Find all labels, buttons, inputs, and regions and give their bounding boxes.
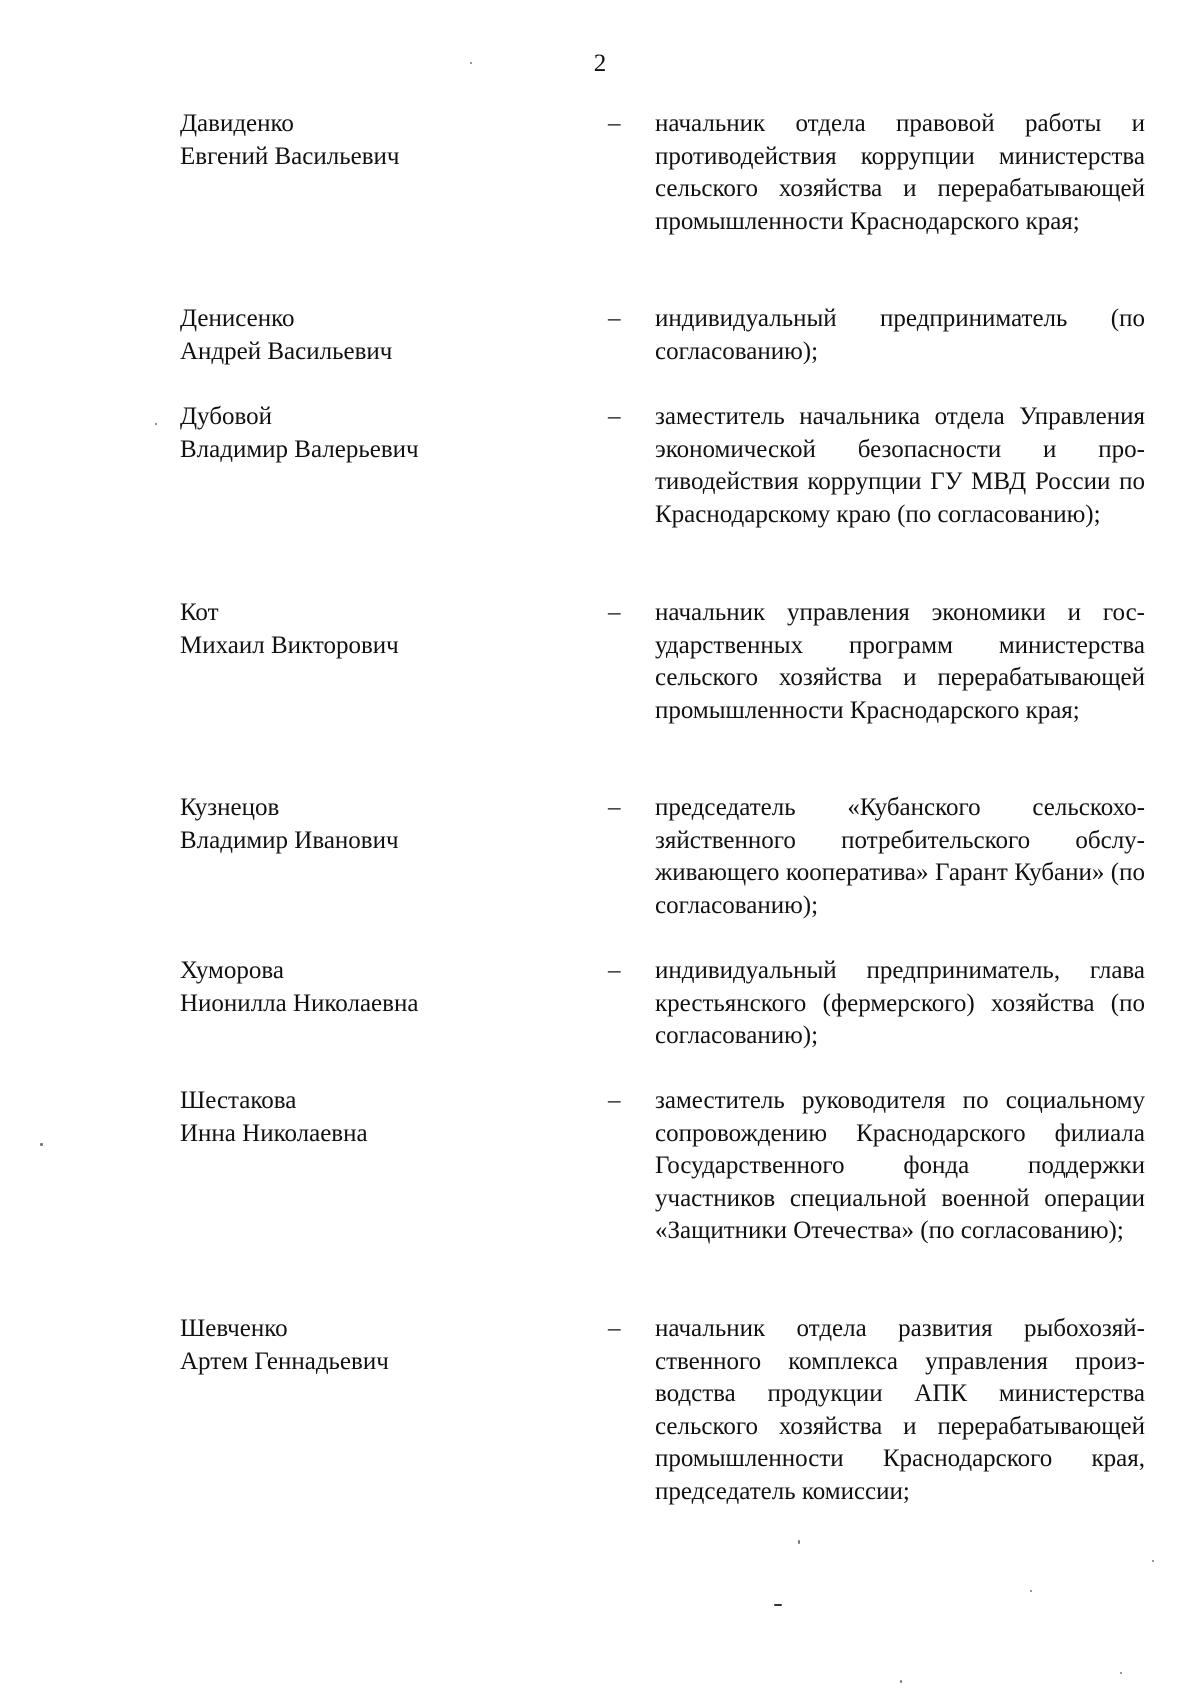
scan-speck	[155, 423, 157, 425]
dash-separator: –	[608, 1087, 621, 1114]
member-name	[180, 108, 580, 173]
member-given-names: Андрей Васильевич	[180, 337, 393, 365]
scan-speck	[774, 1604, 782, 1606]
member-name	[180, 401, 580, 466]
dash-separator: –	[608, 957, 621, 984]
member-name	[180, 792, 580, 857]
member-surname: Дубовой	[180, 403, 272, 430]
member-name	[180, 955, 580, 1020]
member-surname: Шевченко	[180, 1315, 288, 1342]
member-given-names: Владимир Иванович	[180, 826, 399, 854]
scan-speck	[1120, 1672, 1122, 1674]
dash-separator: –	[608, 305, 621, 332]
member-given-names: Нионилла Николаевна	[180, 989, 419, 1017]
scan-speck	[40, 1143, 43, 1146]
page-number: 2	[593, 50, 607, 77]
member-given-names: Михаил Викторович	[180, 631, 399, 659]
dash-separator: –	[608, 110, 621, 137]
member-surname: Шестакова	[180, 1087, 297, 1114]
scan-speck	[1152, 1560, 1154, 1562]
dash-separator: –	[608, 599, 621, 626]
member-role: начальник отдела развития рыбохозяйственного комплекса управления производства продукции АПК министерства сельского хозяйства и перерабатывающей промышленности Краснодарского края, председатель комиссии;	[655, 1315, 1145, 1505]
dash-separator: –	[608, 403, 621, 430]
member-role: заместитель начальника отдела Управления экономической безопасности и противодействия коррупции ГУ МВД России по Краснодарскому краю (по согласованию);	[655, 403, 1145, 528]
dash-separator: –	[608, 794, 621, 821]
scan-speck	[470, 62, 472, 64]
dash-separator: –	[608, 1315, 621, 1342]
member-name	[180, 1085, 580, 1150]
member-given-names: Владимир Валерьевич	[180, 435, 419, 463]
member-surname: Хуморова	[180, 957, 284, 984]
member-given-names: Евгений Васильевич	[180, 142, 400, 170]
member-name	[180, 597, 580, 662]
member-role: начальник отдела правовой работы и противодействия коррупции министерства сельского хозяйства и перерабатывающей промышленности Краснодарского края;	[655, 110, 1145, 235]
member-role: заместитель руководителя по социальному сопровождению Краснодарского филиала Государственного фонда поддержки участников специальной военной операции «Защитники Отечества» (по согласованию);	[655, 1087, 1145, 1244]
member-surname: Давиденко	[180, 110, 294, 137]
member-role: индивидуальный предприниматель, глава крестьянского (фермерского) хозяйства (по согласованию);	[655, 957, 1145, 1049]
scan-speck	[900, 1680, 902, 1683]
member-role: председатель «Кубанского сельскохозяйственного потребительского обслуживающего кооператива» Гарант Кубани» (по согласованию);	[655, 794, 1145, 919]
member-name	[180, 303, 580, 368]
member-role: индивидуальный предприниматель (по согласованию);	[655, 305, 1145, 365]
member-role: начальник управления экономики и государственных программ министерства сельского хозяйства и перерабатывающей промышленности Краснодарского края;	[655, 599, 1145, 724]
scan-speck	[1030, 1590, 1032, 1592]
member-surname: Кузнецов	[180, 794, 280, 821]
member-given-names: Инна Николаевна	[180, 1119, 368, 1147]
member-name	[180, 1313, 580, 1378]
member-surname: Кот	[180, 599, 219, 626]
member-given-names: Артем Геннадьевич	[180, 1347, 389, 1375]
member-surname: Денисенко	[180, 305, 295, 332]
scan-speck	[798, 1540, 800, 1544]
